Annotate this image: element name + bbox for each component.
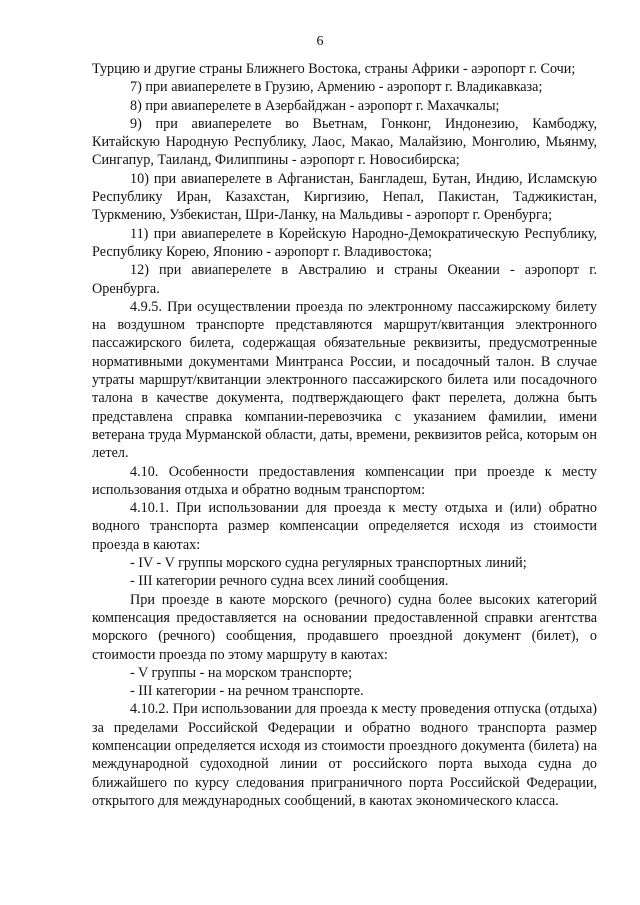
paragraph-item-8: 8) при авиаперелете в Азербайджан - аэропорт г. Махачкалы;	[130, 97, 500, 114]
paragraph-item-10: 10) при авиаперелете в Афганистан, Бангладеш, Бутан, Индию, Исламскую Республику Иран, Казахстан, Киргизию, Непал, Пакистан, Таджикистан, Туркмению, Узбекистан, Шри-Ланку, на Мальдивы - аэропорт г. Оренбурга;	[92, 170, 597, 224]
paragraph-4-10-1: 4.10.1. При использовании для проезда к месту отдыха и (или) обратно водного транспорта размер компенсации определяется исходя из стоимости проезда в каютах:	[92, 500, 597, 553]
paragraph-item-11: 11) при авиаперелете в Корейскую Народно-Демократическую Республику, Республику Корею, Японию - аэропорт г. Владивостока;	[92, 225, 597, 260]
paragraph-continuation: Турцию и другие страны Ближнего Востока, страны Африки - аэропорт г. Сочи;	[92, 61, 576, 77]
paragraph-4-10-2: 4.10.2. При использовании для проезда к месту проведения отпуска (отдыха) за пределами Российской Федерации и обратно водного транспорта размер компенсации определяется исходя из стоимости проездного документа (билета) на международной судоходной линии от российского порта выхода судна до ближайшего по курсу следования приграничного порта Российской Федерации, открытого для международных сообщений, в каютах экономического класса.	[92, 701, 597, 809]
list-item-river-transport: - III категории - на речном транспорте.	[130, 683, 364, 700]
paragraph-item-9: 9) при авиаперелете во Вьетнам, Гонконг, Индонезию, Камбоджу, Китайскую Народную Республику, Лаос, Макао, Малайзию, Монголию, Мьянму, Сингапур, Таиланд, Филиппины - аэропорт г. Новосибирска;	[92, 115, 597, 169]
paragraph-item-7: 7) при авиаперелете в Грузию, Армению - аэропорт г. Владикавказа;	[130, 79, 543, 96]
paragraph-4-9-5: 4.9.5. При осуществлении проезда по электронному пассажирскому билету на воздушном транспорте представляются маршрут/квитанция электронного пассажирского билета, содержащая обязательные реквизиты, предусмотренные нормативными документами Минтранса России, и посадочный талон. В случае утраты маршрут/квитанции электронного пассажирского билета или посадочного талона в качестве документа, подтверждающего факт перелета, должна быть представлена справка компании-перевозчика с указанием фамилии, имени ветерана труда Мурманской области, даты, времени, реквизитов рейса, которым он летел.	[92, 298, 597, 462]
document-body	[92, 60, 597, 810]
paragraph-item-12: 12) при авиаперелете в Австралию и страны Океании - аэропорт г. Оренбурга.	[92, 262, 597, 297]
paragraph-higher-category: При проезде в каюте морского (речного) судна более высоких категорий компенсация предоставляется на основании предоставленной справки агентства морского (речного) сообщения, продавшего проездной документ (билет), о стоимости проезда по этому маршруту в каютах:	[92, 591, 597, 663]
list-item-sea-vessel: - IV - V группы морского судна регулярных транспортных линий;	[130, 555, 527, 572]
paragraph-4-10: 4.10. Особенности предоставления компенсации при проезде к месту использования отдыха и обратно водным транспортом:	[92, 463, 597, 498]
list-item-river-vessel: - III категории речного судна всех линий сообщения.	[130, 573, 449, 590]
list-item-sea-transport: - V группы - на морском транспорте;	[130, 664, 353, 681]
page-number: 6	[316, 34, 324, 49]
